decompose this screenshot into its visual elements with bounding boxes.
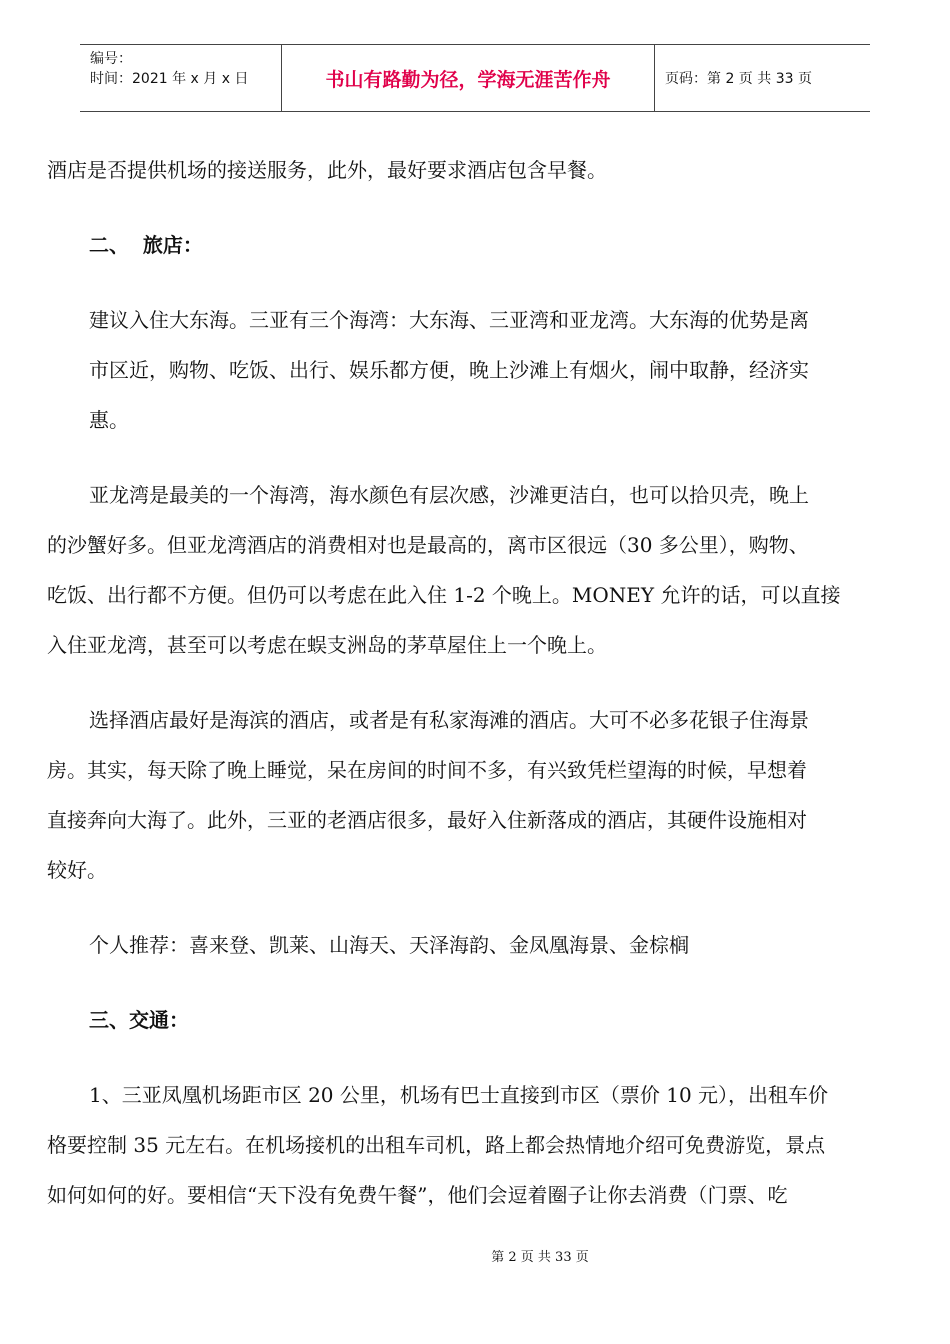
page-header xyxy=(80,44,870,112)
paragraph xyxy=(47,1070,907,1220)
text-line: 亚龙湾是最美的一个海湾，海水颜色有层次感，沙滩更洁白，也可以拾贝壳，晚上 xyxy=(89,483,809,507)
doc-time-label: 时间：2021 年 x 月 x 日 xyxy=(90,71,249,87)
section-heading-transport: 三、交通： xyxy=(89,1008,189,1032)
text-line: 如何如何的好。要相信“天下没有免费午餐”，他们会逗着圈子让你去消费（门票、吃 xyxy=(47,1183,788,1207)
text-line: 市区近，购物、吃饭、出行、娱乐都方便，晚上沙滩上有烟火，闹中取静，经济实 xyxy=(89,358,809,382)
text-line: 格要控制 35 元左右。在机场接机的出租车司机，路上都会热情地介绍可免费游览，景点 xyxy=(47,1133,826,1157)
header-meta xyxy=(80,45,282,111)
header-page-info: 页码：第 2 页 共 33 页 xyxy=(665,71,812,87)
page-footer: 第 2 页 共 33 页 xyxy=(491,1250,589,1265)
recommendation-line: 个人推荐：喜来登、凯莱、山海天、天泽海韵、金凤凰海景、金棕榈 xyxy=(89,933,689,957)
text-line: 入住亚龙湾，甚至可以考虑在蜈支洲岛的茅草屋住上一个晚上。 xyxy=(47,633,607,657)
text-line: 酒店是否提供机场的接送服务，此外，最好要求酒店包含早餐。 xyxy=(47,158,607,182)
text-line: 房。其实，每天除了晚上睡觉，呆在房间的时间不多，有兴致凭栏望海的时候，早想着 xyxy=(47,758,807,782)
paragraph xyxy=(47,295,907,445)
header-motto: 书山有路勤为径，学海无涯苦作舟 xyxy=(282,45,655,111)
text-line: 选择酒店最好是海滨的酒店，或者是有私家海滩的酒店。大可不必多花银子住海景 xyxy=(89,708,809,732)
text-line: 1、三亚凤凰机场距市区 20 公里，机场有巴士直接到市区（票价 10 元），出租车价 xyxy=(89,1083,829,1107)
document-body xyxy=(47,145,907,1220)
section-heading-hotel: 二、 旅店： xyxy=(89,233,203,257)
text-line: 惠。 xyxy=(89,408,129,432)
doc-number-label: 编号： xyxy=(90,51,132,67)
paragraph xyxy=(47,470,907,670)
paragraph xyxy=(47,695,907,895)
text-line: 直接奔向大海了。此外，三亚的老酒店很多，最好入住新落成的酒店，其硬件设施相对 xyxy=(47,808,807,832)
text-line: 的沙蟹好多。但亚龙湾酒店的消费相对也是最高的，离市区很远（30 多公里），购物、 xyxy=(47,533,809,557)
text-line: 吃饭、出行都不方便。但仍可以考虑在此入住 1-2 个晚上。MONEY 允许的话，可以直接 xyxy=(47,583,841,607)
text-line: 建议入住大东海。三亚有三个海湾：大东海、三亚湾和亚龙湾。大东海的优势是离 xyxy=(89,308,809,332)
text-line: 较好。 xyxy=(47,858,107,882)
